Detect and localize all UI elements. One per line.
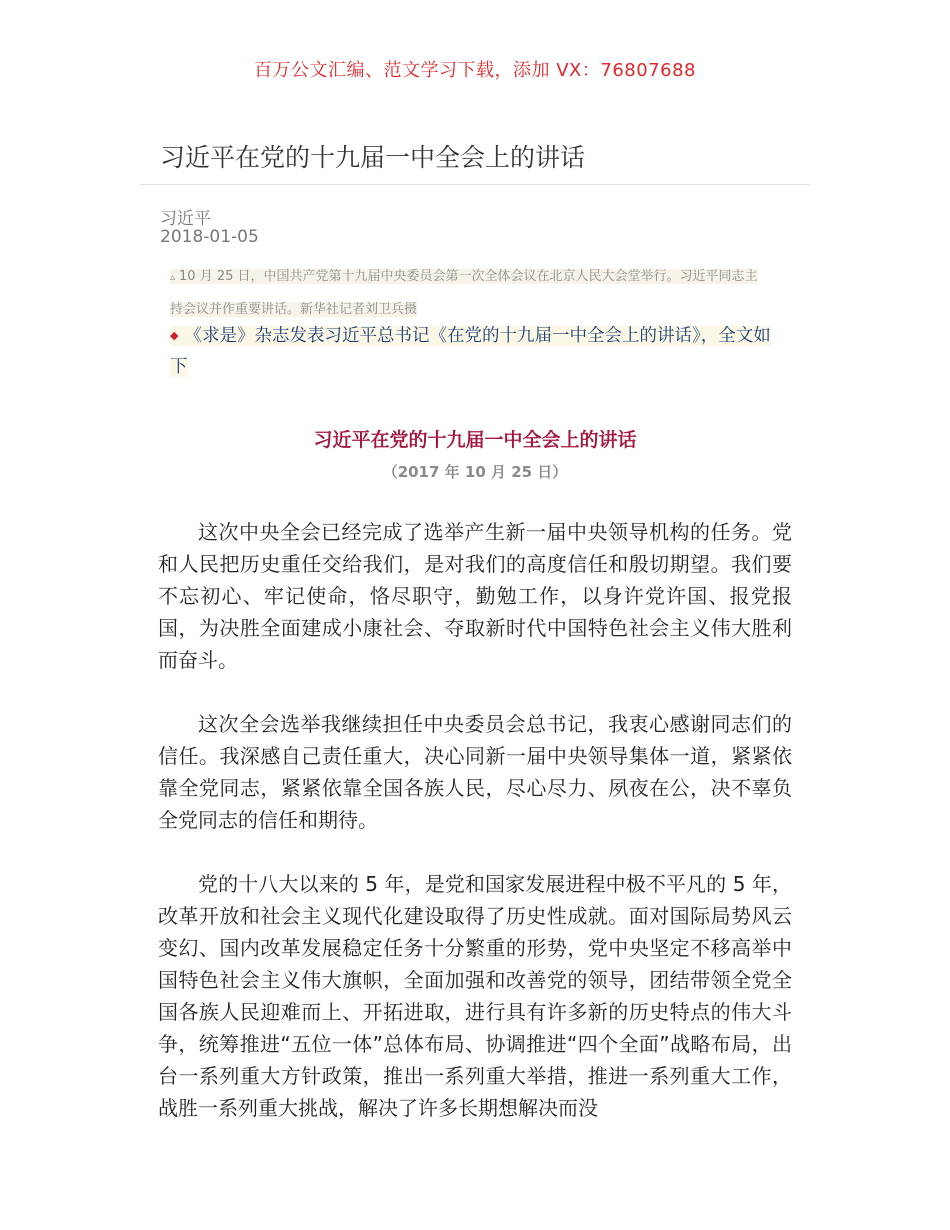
- image-caption: [170, 261, 770, 326]
- page-title: 习近平在党的十九届一中全会上的讲话: [160, 143, 586, 172]
- image-caption-text: 10 月 25 日，中国共产党第十九届中央委员会第一次全体会议在北京人民大会堂举行。习近平同志主持会议并作重要讲话。新华社记者刘卫兵摄: [170, 269, 758, 317]
- publish-date: 2018-01-05: [160, 227, 259, 247]
- author-name: 习近平: [160, 209, 211, 229]
- speech-paragraph: 党的十八大以来的 5 年，是党和国家发展进程中极不平凡的 5 年，改革开放和社会主义现代化建设取得了历史性成就。面对国际局势风云变幻、国内改革发展稳定任务十分繁重的形势，党中央坚定不移高举中国特色社会主义伟大旗帜，全面加强和改善党的领导，团结带领全党全国各族人民迎难而上、开拓进取，进行具有许多新的历史特点的伟大斗争，统筹推进“五位一体”总体布局、协调推进“四个全面”战略布局，出台一系列重大方针政策，推出一系列重大举措，推进一系列重大工作，战胜一系列重大挑战，解决了许多长期想解决而没: [158, 872, 792, 1120]
- speech-body: [158, 516, 792, 1156]
- promo-banner: 百万公文汇编、范文学习下载，添加 VX：76807688: [254, 60, 696, 81]
- triangle-icon: ▵: [170, 272, 176, 283]
- article-intro: [170, 320, 780, 383]
- speech-title: 习近平在党的十九届一中全会上的讲话: [313, 429, 637, 451]
- speech-paragraph: 这次中央全会已经完成了选举产生新一届中央领导机构的任务。党和人民把历史重任交给我们，是对我们的高度信任和殷切期望。我们要不忘初心、牢记使命，恪尽职守，勤勉工作，以身许党许国、报党报国，为决胜全面建成小康社会、夺取新时代中国特色社会主义伟大胜利而奋斗。: [158, 520, 792, 672]
- title-divider: [140, 184, 810, 185]
- speech-paragraph: 这次全会选举我继续担任中央委员会总书记，我衷心感谢同志们的信任。我深感自己责任重大，决心同新一届中央领导集体一道，紧紧依靠全党同志，紧紧依靠全国各族人民，尽心尽力、夙夜在公，决不辜负全党同志的信任和期待。: [158, 712, 792, 832]
- diamond-bullet-icon: ◆: [170, 329, 179, 342]
- speech-date: （2017 年 10 月 25 日）: [382, 463, 568, 481]
- article-intro-text: 《求是》杂志发表习近平总书记《在党的十九届一中全会上的讲话》，全文如下: [170, 326, 771, 377]
